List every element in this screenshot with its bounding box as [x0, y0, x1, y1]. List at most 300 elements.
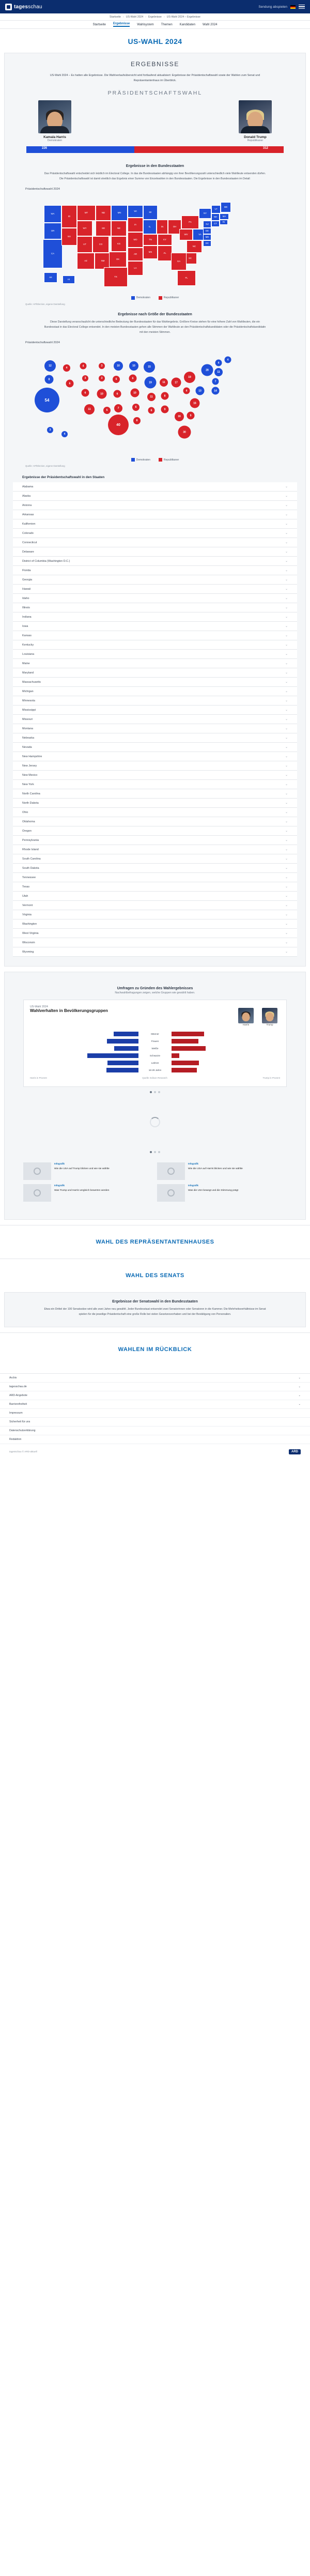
harris-thumb [238, 1008, 254, 1023]
state-label: Missouri [22, 717, 33, 721]
bar-trump-value: 55 [173, 1036, 176, 1039]
teaser-headline: Wie die USA auf Trump blicken und wie sie wählte [54, 1167, 110, 1170]
state-label: Iowa [22, 624, 28, 628]
pager2-dot-1[interactable] [150, 1151, 152, 1153]
bar-harris [107, 1061, 138, 1068]
chevron-down-icon: ⌄ [285, 504, 288, 508]
teaser-category: Infografik [54, 1184, 65, 1187]
state-label: Maryland [22, 671, 34, 674]
bar-trump [172, 1043, 206, 1053]
loading-spinner-icon [150, 1117, 160, 1127]
survey-sub: Nachwahlbefragungen zeigen, welche Gruppen wie gewählt haben. [115, 991, 195, 995]
footer-bottom [0, 1444, 310, 1463]
electoral-bar-wrap [13, 142, 297, 157]
state-label: Indiana [22, 615, 32, 619]
pager2-dot-3[interactable] [158, 1151, 160, 1153]
state-row[interactable] [13, 733, 297, 743]
chevron-down-icon: ⌄ [285, 867, 288, 870]
chart-icon [167, 1168, 175, 1175]
chevron-down-icon: ⌄ [285, 848, 288, 852]
chevron-down-icon: ⌄ [285, 653, 288, 656]
chevron-down-icon: ⌄ [298, 1376, 301, 1379]
state-label: Arizona [22, 503, 32, 507]
state-row[interactable] [13, 547, 297, 557]
chevron-down-icon: ⌄ [285, 802, 288, 805]
trump-name: Donald Trump [244, 135, 267, 139]
bubble-text: Diese Darstellung veranschaulicht die unterschiedliche Bedeutung der Bundesstaaten für das Wahlergebnis. Größere Kreise stehen für eine höhere Zahl von Wahlleuten, die ein Bundesstaat in das Electoral College entsendet. In den meisten Bundesstaaten gehen alle Stimmen der Wahlleute an den Präsidentschaftskandidaten oder die Präsidentschaftskandidatin mit den meisten Stimmen. [44, 320, 266, 334]
bar-harris-value: 41 [115, 1050, 118, 1053]
chevron-down-icon: ⌄ [285, 495, 288, 498]
map-source-2: Quelle: AP/Election, eigene Darstellung [25, 465, 65, 468]
state-row[interactable] [13, 687, 297, 696]
trump-thumb [262, 1008, 277, 1023]
chevron-down-icon: ⌄ [285, 904, 288, 908]
state-label: Virginia [22, 913, 32, 916]
chevron-down-icon: ⌄ [285, 941, 288, 945]
chart-row-label: Latinos [151, 1061, 159, 1064]
state-row[interactable] [13, 864, 297, 873]
chevron-down-icon: ⌄ [285, 606, 288, 610]
teaser-text-wrap [54, 1184, 109, 1202]
breadcrumb-sep: › [122, 15, 124, 19]
state-label: Idaho [22, 596, 29, 600]
chevron-down-icon: ⌄ [285, 597, 288, 601]
state-label: New Hampshire [22, 755, 42, 758]
bar-harris [106, 1068, 138, 1075]
teaser-category: Infografik [54, 1162, 65, 1166]
teaser-category: Infografik [188, 1184, 199, 1187]
main-nav [0, 21, 310, 29]
trump-portrait [239, 100, 272, 133]
survey-card [23, 1000, 287, 1087]
state-row[interactable] [13, 482, 297, 492]
pager-dot-2[interactable] [154, 1091, 156, 1093]
state-row[interactable] [13, 938, 297, 947]
state-row[interactable] [13, 529, 297, 538]
bar-harris [107, 1039, 138, 1044]
pager-dot-1[interactable] [150, 1091, 152, 1093]
bar-harris-value: 42 [115, 1036, 118, 1039]
chevron-down-icon: ⌄ [285, 550, 288, 554]
breadcrumb-item-2[interactable]: Ergebnisse [148, 15, 162, 19]
map-label-1: Präsidentschaftswahl 2024 [25, 187, 60, 191]
state-label: West Virginia [22, 931, 39, 935]
candidate-row [13, 100, 297, 142]
state-row[interactable] [13, 538, 297, 547]
breadcrumb-item-0[interactable]: Startseite [110, 15, 121, 19]
electoral-title: Ergebnisse in den Bundesstaaten [126, 164, 184, 168]
state-label: Wyoming [22, 950, 34, 954]
bar-trump-value: 45 [173, 1043, 176, 1046]
state-row[interactable] [13, 668, 297, 678]
state-label: Tennessee [22, 876, 36, 879]
state-label: Alaska [22, 494, 31, 498]
teaser-category: Infografik [188, 1162, 199, 1166]
nav-item-themen[interactable]: Themen [161, 23, 173, 26]
teaser-headline: Was die USA bewegt und die Stimmung prägt [188, 1189, 239, 1192]
bar-trump-value: 43 [173, 1072, 176, 1075]
chevron-down-icon: ⌄ [285, 923, 288, 926]
state-row[interactable] [13, 780, 297, 789]
teaser-item[interactable] [157, 1184, 287, 1202]
chevron-down-icon: ⌄ [285, 839, 288, 842]
state-row[interactable] [13, 929, 297, 938]
bar-harris-value: 54 [107, 1072, 111, 1075]
chevron-down-icon: ⌄ [285, 727, 288, 731]
chart-row [30, 1066, 280, 1074]
chevron-down-icon: ⌄ [285, 913, 288, 917]
state-label: Pennsylvania [22, 838, 39, 842]
bubble-section [13, 305, 297, 335]
carousel-pager-2[interactable] [13, 1147, 297, 1157]
state-row[interactable] [13, 594, 297, 603]
state-row[interactable] [13, 743, 297, 752]
survey-panel [4, 972, 306, 1220]
footer-meta-sicherheit[interactable] [0, 1418, 310, 1427]
state-label: North Dakota [22, 801, 39, 805]
bar-trump [172, 1050, 179, 1061]
nav-item-wahlsystem[interactable]: Wahlsystem [137, 23, 154, 26]
trump-party: Republikaner [247, 139, 264, 142]
map-legend-2 [13, 455, 297, 462]
state-label: South Dakota [22, 866, 39, 870]
chevron-down-icon: ⌄ [285, 737, 288, 740]
nav-item-kandidaten[interactable]: Kandidaten [179, 23, 196, 26]
state-label: Ohio [22, 810, 28, 814]
state-label: Delaware [22, 550, 34, 554]
chevron-down-icon: ⌄ [285, 830, 288, 833]
teaser-thumb [157, 1162, 185, 1180]
band-house: WAHL DES REPRÄSENTANTENHAUSES [0, 1225, 310, 1259]
state-row[interactable] [13, 659, 297, 668]
bar-harris [114, 1032, 138, 1039]
brand-logo[interactable] [5, 4, 42, 10]
footer-meta-label: Impressum [9, 1411, 23, 1415]
brand-thin: schau [28, 4, 42, 10]
teaser-headline: Was Trump und Harris vergleich bewerten werden [54, 1189, 110, 1192]
chevron-down-icon: ⌄ [285, 625, 288, 628]
state-row[interactable] [13, 771, 297, 780]
us-state-map[interactable]: WA OR CA ID NV MT WY UT AZ CO NM SD ND NE KS OK TX MN IA WI MO AR LA MI IL IN TN MS AL KY OH PA WV VA NC SC GA FL NY VT ME NH MA RI CT NJ DE MD DC AK HI [13, 195, 297, 293]
state-row[interactable] [13, 873, 297, 882]
state-row[interactable] [13, 724, 297, 733]
state-row[interactable] [13, 892, 297, 901]
chart-row [30, 1052, 280, 1059]
state-label: North Carolina [22, 792, 40, 795]
results-heading: ERGEBNISSE [130, 60, 180, 68]
footer-link-label: Archiv [9, 1376, 17, 1379]
state-row[interactable] [13, 817, 297, 826]
state-row[interactable] [13, 650, 297, 659]
state-row[interactable] [13, 752, 297, 761]
bar-harris [87, 1050, 138, 1061]
state-label: Nevada [22, 745, 32, 749]
state-label: District of Columbia (Washington D.C.) [22, 559, 70, 563]
chevron-down-icon: ⌄ [285, 485, 288, 489]
teaser-headline: Wie die USA auf Harris blicken und wie sie wählte [188, 1167, 243, 1170]
chart-row-label: 18-29 Jahre [148, 1068, 162, 1071]
card-kicker: US-Wahl 2024 [30, 1005, 48, 1009]
chart-row-label: Weiße [151, 1047, 159, 1050]
state-row[interactable] [13, 622, 297, 631]
carousel-pager[interactable] [13, 1087, 297, 1097]
chart-row-label: Schwarze [149, 1054, 161, 1057]
breadcrumb-sep: › [145, 15, 146, 19]
teaser-thumb [23, 1184, 51, 1202]
state-label: Texas [22, 885, 30, 888]
map-source-1: Quelle: AP/Election, eigene Darstellung [25, 302, 65, 305]
bar-harris [114, 1046, 138, 1051]
chart-source: Quelle: Edison Research [142, 1077, 167, 1080]
state-label: New Mexico [22, 773, 38, 777]
footer-links [0, 1373, 310, 1444]
chevron-down-icon: ⌄ [298, 1393, 301, 1397]
state-label: Nebraska [22, 736, 35, 740]
ard-logo: ARD [289, 1449, 301, 1454]
chevron-down-icon: ⌄ [285, 820, 288, 824]
state-label: New York [22, 783, 34, 786]
footer-link-label: tagesschau.de [9, 1385, 27, 1388]
legend-swatch-rep-2 [159, 458, 162, 462]
chevron-down-icon: ⌄ [285, 755, 288, 759]
chevron-down-icon: ⌄ [285, 699, 288, 703]
harris-party: Demokraten [47, 139, 63, 142]
bar-trump [172, 1061, 199, 1068]
band-senate: WAHL DES SENATS [0, 1259, 310, 1292]
state-label: Washington [22, 922, 37, 926]
play-broadcast-label[interactable]: Sendung abspielen [258, 5, 287, 9]
chevron-down-icon: ⌄ [285, 718, 288, 722]
bar-harris-value: 53 [109, 1043, 112, 1046]
footer-meta-label: Redaktion [9, 1437, 22, 1441]
state-row[interactable] [13, 575, 297, 585]
state-row[interactable] [13, 919, 297, 929]
breadcrumb-item-3: US-Wahl 2024 – Ergebnisse [166, 15, 200, 19]
state-row[interactable] [13, 882, 297, 892]
candidate-harris [26, 100, 83, 142]
teaser-text-wrap [188, 1162, 243, 1180]
nav-item-startseite[interactable]: Startseite [92, 23, 106, 26]
state-row[interactable] [13, 640, 297, 650]
teaser-thumb [23, 1162, 51, 1180]
teaser-item[interactable] [23, 1184, 153, 1202]
chevron-down-icon: ⌄ [285, 709, 288, 712]
footer-link-label: Barrierefreiheit [9, 1402, 27, 1406]
state-row[interactable] [13, 826, 297, 836]
state-label: Oregon [22, 829, 32, 833]
footer-link-tagesschau[interactable] [0, 1383, 310, 1391]
results-intro: US-Wahl 2024 – Es hatten alle Ergebnisse. Die Wahlverlaufsübersicht wird fortlaufend aktualisiert: Ergebnisse der Präsidentschaftswahl sowie der Wahlen zum Senat und Repräsentantenhaus im Überblick. [50, 74, 260, 83]
nav-item-wahl2024[interactable]: Wahl 2024 [203, 23, 218, 26]
state-row[interactable] [13, 585, 297, 594]
state-label: South Carolina [22, 857, 41, 861]
breadcrumb-item-1[interactable]: US-Wahl 2024 [126, 15, 144, 19]
chevron-down-icon: ⌄ [285, 876, 288, 880]
chevron-down-icon: ⌄ [285, 643, 288, 647]
legend-label-dem: Demokraten [136, 296, 150, 300]
chevron-down-icon: ⌄ [285, 662, 288, 666]
state-row[interactable] [13, 901, 297, 910]
state-label: Illinois [22, 606, 30, 609]
flag-icon [290, 5, 296, 9]
chevron-down-icon: ⌄ [285, 560, 288, 563]
state-label: Minnesota [22, 699, 35, 702]
state-label: Maine [22, 662, 30, 665]
presidential-heading: PRÄSIDENTSCHAFTSWAHL [107, 89, 203, 96]
chevron-down-icon: ⌄ [285, 885, 288, 889]
footer-meta-datenschutz[interactable] [0, 1427, 310, 1435]
chevron-down-icon: ⌄ [285, 634, 288, 638]
teaser-item[interactable] [23, 1162, 153, 1180]
state-row[interactable] [13, 947, 297, 957]
axis-left-label: Harris in Prozent [30, 1077, 47, 1080]
senate-text: Etwa ein Drittel der 100 Senatssitze wird alle zwei Jahre neu gewählt. Jeder Bundesstaat entsendet zwei Senatorinnen oder Senatoren in die Kammer. Die Mehrheitsverhältnisse im Senat spielen für die jeweilige Präsidentschaft eine große Rolle bei vielen Gesetzesvorhaben und bei der Bestätigung von Personalien. [44, 1308, 266, 1316]
chevron-down-icon: ⌄ [285, 578, 288, 582]
chevron-down-icon: ⌄ [285, 616, 288, 619]
trump-thumb-label: Trump [266, 1023, 273, 1026]
chevron-down-icon: ⌄ [285, 523, 288, 526]
us-bubble-map[interactable]: 12 8 54 4 6 4 3 6 11 10 5 3 3 5 6 7 40 10 6 10 10 6 8 15 19 11 11 6 9 8 17 19 4 13 16 9 16 30 28 4 4 11 7 14 3 4 [13, 346, 297, 455]
state-label: Florida [22, 569, 31, 572]
state-label: Kansas [22, 634, 32, 637]
chart-icon [34, 1168, 41, 1175]
electoral-section [13, 157, 297, 181]
bar-trump [172, 1068, 197, 1075]
card-cand-trump [259, 1008, 280, 1026]
bar-trump-value: 57 [173, 1050, 176, 1053]
legend-label-rep-2: Republikaner [163, 458, 179, 462]
state-row[interactable] [13, 492, 297, 501]
footer-link-archiv[interactable] [0, 1374, 310, 1383]
harris-electoral-votes: 226 [42, 146, 48, 150]
state-row[interactable] [13, 696, 297, 706]
band-retro: WAHLEN IM RÜCKBLICK [0, 1332, 310, 1366]
page-title: US-WAHL 2024 [128, 37, 182, 45]
legend-swatch-rep [159, 296, 162, 300]
footer-meta-redaktion[interactable] [0, 1435, 310, 1444]
chart-row [30, 1045, 280, 1052]
bar-trump-value: 13 [173, 1057, 176, 1061]
footer-link-barrierefreiheit[interactable] [0, 1400, 310, 1409]
chevron-down-icon: ⌄ [285, 950, 288, 954]
state-row[interactable] [13, 603, 297, 612]
state-row[interactable] [13, 910, 297, 919]
state-label: Kentucky [22, 643, 34, 647]
legend-label-dem-2: Demokraten [136, 458, 150, 462]
state-label: Georgia [22, 578, 33, 581]
harris-name: Kamala Harris [43, 135, 66, 139]
tagesschau-mark-icon [5, 4, 12, 10]
state-row[interactable] [13, 557, 297, 566]
footer-meta-label: Datenschutzerklärung [9, 1429, 36, 1432]
state-label: Rhode Island [22, 848, 39, 851]
candidate-trump [227, 100, 284, 142]
footer-meta-label: Sicherheit für uns [9, 1420, 30, 1423]
state-label: Mississippi [22, 708, 36, 712]
results-panel [4, 53, 306, 967]
bar-trump [172, 1032, 204, 1039]
chevron-down-icon: ⌄ [298, 1402, 301, 1406]
harris-thumb-label: Harris [242, 1023, 250, 1026]
state-label: New Jersey [22, 764, 37, 768]
trump-electoral-votes: 312 [262, 146, 268, 150]
state-row[interactable] [13, 566, 297, 575]
bar-trump [172, 1039, 198, 1044]
chevron-down-icon: ⌄ [285, 681, 288, 684]
bar-harris-value: 52 [109, 1065, 112, 1068]
state-row[interactable] [13, 761, 297, 771]
state-row[interactable] [13, 678, 297, 687]
chevron-down-icon: ⌄ [285, 811, 288, 815]
footer-link-ard[interactable] [0, 1391, 310, 1400]
state-label: Montana [22, 727, 33, 730]
teaser-item[interactable] [157, 1162, 287, 1180]
chevron-down-icon: ⌄ [285, 857, 288, 861]
harris-portrait [38, 100, 71, 133]
state-label: Oklahoma [22, 820, 35, 823]
state-row[interactable] [13, 845, 297, 854]
axis-right-label: Trump in Prozent [262, 1077, 280, 1080]
chevron-down-icon: ⌄ [285, 764, 288, 768]
chevron-down-icon: ⌄ [285, 746, 288, 749]
state-row[interactable] [13, 789, 297, 799]
survey-heading: Umfragen zu Gründen des Wahlergebnisses [117, 987, 193, 991]
senate-panel [4, 1292, 306, 1327]
footer-link-label: ARD-Angebote [9, 1393, 27, 1397]
chevron-down-icon: ⌄ [285, 774, 288, 777]
bar-harris-value: 86 [89, 1057, 92, 1061]
chevron-down-icon: ⌄ [285, 895, 288, 898]
state-row[interactable] [13, 519, 297, 529]
states-accordion [13, 482, 297, 957]
state-row[interactable] [13, 836, 297, 845]
state-row[interactable] [13, 631, 297, 640]
survey-chart [30, 1030, 280, 1074]
chevron-down-icon: ⌄ [285, 783, 288, 787]
state-label: Arkansas [22, 513, 34, 516]
state-row[interactable] [13, 808, 297, 817]
loading-area [13, 1097, 297, 1147]
chevron-down-icon: ⌄ [285, 569, 288, 573]
chevron-down-icon: ⌄ [285, 541, 288, 545]
nav-item-ergebnisse[interactable]: Ergebnisse [113, 22, 130, 27]
breadcrumb-sep: › [163, 15, 165, 19]
state-row[interactable] [13, 715, 297, 724]
state-label: Vermont [22, 903, 33, 907]
state-label: Louisiana [22, 652, 35, 656]
pager-dot-3[interactable] [158, 1091, 160, 1093]
chart-icon [34, 1189, 41, 1197]
teaser-text-wrap [188, 1184, 238, 1202]
card-title: Wahlverhalten in Bevölkerungsgruppen [30, 1008, 108, 1014]
state-row[interactable] [13, 510, 297, 519]
state-row[interactable] [13, 706, 297, 715]
pager2-dot-2[interactable] [154, 1151, 156, 1153]
state-row[interactable] [13, 501, 297, 510]
chart-row [30, 1030, 280, 1037]
state-row[interactable] [13, 799, 297, 808]
chart-row [30, 1059, 280, 1066]
footer-meta-impressum[interactable] [0, 1409, 310, 1418]
burger-icon[interactable] [299, 5, 305, 9]
bubble-title: Ergebnisse nach Größe der Bundesstaaten [118, 312, 192, 316]
state-label: Kalifornien [22, 522, 36, 526]
state-label: Hawaii [22, 587, 31, 591]
state-row[interactable] [13, 854, 297, 864]
copyright: tagesschau © ARD-aktuell [9, 1450, 37, 1453]
legend-swatch-dem [131, 296, 135, 300]
state-row[interactable] [13, 612, 297, 622]
